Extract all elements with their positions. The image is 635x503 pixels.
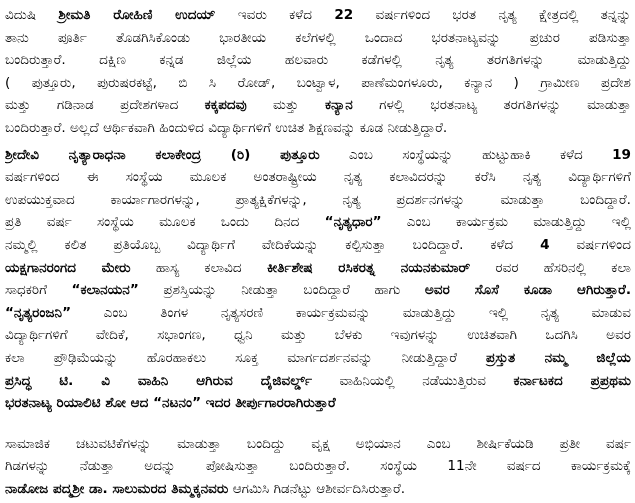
bold-text-segment: “ನೃತ್ಯರಂಜನಿ” [5, 304, 72, 321]
bold-text-segment: 22 [334, 7, 354, 23]
text-line [5, 4, 631, 27]
text-line [5, 370, 631, 393]
text-segment: ಗಳಲ್ಲಿ ಭರತನಾಟ್ಯ ತರಗತಿಗಳನ್ನು ಮಾಡುತ್ತಾ [352, 97, 631, 114]
text-line [5, 347, 631, 370]
text-segment: ವರ್ಷಗಳಿಂದ ಈ ಸಂಸ್ಥೆಯ ಮೂಲಕ ಅಂತರಾಷ್ಟ್ರೀಯ ನೃತ್ಯ ಕಲಾವಿದರನ್ನು ಕರೆಸಿ ನೃತ್ಯ ವಿದ್ಯಾರ್ಥಿಗಳಿಗೆ [5, 169, 631, 186]
text-line [5, 166, 631, 189]
text-line [5, 433, 631, 456]
paragraph-organization [5, 144, 631, 415]
text-line [5, 94, 631, 117]
text-line [5, 189, 631, 212]
bold-text-segment: ಕಕ್ಕಪದವು [204, 97, 247, 114]
text-line [5, 234, 631, 257]
text-segment: ಬಂದಿರುತ್ತಾರೆ. ದಕ್ಷಿಣ ಕನ್ನಡ ಜಿಲ್ಲೆಯ ಹಲವಾರು ಕಡೆಗಳಲ್ಲಿ ನೃತ್ಯ ತರಗತಿಗಳನ್ನು ಮಾಡುತ್ತಿದ್ದು [5, 52, 631, 69]
text-segment: ಸಾಮಾಜಿಕ ಚಟುವಟಿಕೆಗಳನ್ನು ಮಾಡುತ್ತಾ ಬಂದಿದ್ದು ವೃಕ್ಷ ಅಭಿಯಾನ ಎಂಬ ಶೀರ್ಷಿಕೆಯಡಿ ಪ್ರತೀ ವರ್ಷ [5, 435, 631, 452]
bold-text-segment: ಪ್ರಸಿದ್ಧ ಟಿ. ವಿ ವಾಹಿನಿ ಆಗಿರುವ ದೈಜಿವರ್ಲ್ಡ್ [5, 372, 312, 389]
text-line [5, 27, 631, 50]
bold-text-segment: ಕರ್ನಾಟಕದ ಪ್ರಪ್ರಥಮ [513, 372, 631, 389]
text-segment: ಎಂಬ ಕಾರ್ಯಕ್ರಮ ಮಾಡುತ್ತಿದ್ದು ಇಲ್ಲಿ [381, 214, 631, 231]
text-segment: ಉಪಯುಕ್ತವಾದ ಕಾರ್ಯಾಗಾರಗಳನ್ನು, ಪ್ರಾತ್ಯಕ್ಷಿಕೆಗಳನ್ನು, ನೃತ್ಯ ಪ್ರದರ್ಶನಗಳನ್ನು ಮಾಡುತ್ತಾ ಬಂದಿದ್ದಾರೆ. [5, 191, 631, 208]
text-segment: ಗಿಡಗಳನ್ನು ನೆಡುತ್ತಾ ಅದನ್ನು ಪೋಷಿಸುತ್ತಾ ಬಂದಿರುತ್ತಾರೆ. ಸಂಸ್ಥೆಯ 11ನೇ ವರ್ಷದ ಕಾರ್ಯಕ್ರಮಕ್ಕೆ [5, 458, 631, 475]
text-segment: ತಾನು ಪೂರ್ತಿ ತೊಡಗಿಸಿಕೊಂಡು ಭಾರತೀಯ ಕಲೆಗಳಲ್ಲಿ ಒಂದಾದ ಭರತನಾಟ್ಯವನ್ನು ಪ್ರಚುರ ಪಡಿಸುತ್ತಾ [5, 29, 631, 46]
bold-text-segment: ಶ್ರೀಮತಿ ರೋಹಿಣಿ ಉದಯ್ [58, 7, 216, 23]
text-line [5, 324, 631, 347]
text-line [5, 72, 631, 95]
text-segment: ಕಲಾ ಪ್ರೌಢಿಮೆಯನ್ನು ಹೊರಹಾಕಲು ಸೂಕ್ತ ಮಾರ್ಗದರ್ಶನವನ್ನು ನೀಡುತ್ತಿದ್ದಾರೆ [5, 349, 487, 366]
text-line [5, 279, 631, 302]
text-segment: ರವರ ಹೆಸರಿನಲ್ಲಿ ಕಲಾ [470, 259, 631, 276]
bold-text-segment: ಪ್ರಸ್ತುತ ನಮ್ಮ ಜಿಲ್ಲೆಯ [486, 349, 631, 366]
text-segment: ಇವರು ಕಳೆದ [215, 7, 335, 23]
text-line [5, 392, 631, 415]
bold-text-segment: “ಕಲಾನಯನ” [71, 282, 139, 299]
bold-text-segment: ಕೀರ್ತಿಶೇಷ ರಸಿಕರತ್ನ ನಯನಕುಮಾರ್ [266, 259, 471, 276]
text-segment: ವಾಹಿನಿಯಲ್ಲಿ ನಡೆಯುತ್ತಿರುವ [312, 372, 514, 389]
bold-text-segment: 19 [612, 146, 631, 163]
text-segment: ಸಾಧಕರಿಗೆ [5, 282, 72, 299]
bold-text-segment: 4 [540, 236, 550, 253]
text-line [5, 117, 631, 140]
text-segment: ಪ್ರಶಸ್ತಿಯನ್ನು ನೀಡುತ್ತಾ ಬಂದಿದ್ದಾರೆ ಹಾಗು [138, 282, 425, 299]
text-segment: ವರ್ಷಗಳಿಂದ [549, 236, 631, 253]
text-segment: ಆಗಮಿಸಿ ಗಿಡನೆಟ್ಟು ಆಶೀರ್ವದಿಸಿರುತ್ತಾರೆ. [228, 480, 406, 497]
text-segment: ಎಂಬ ತಿಂಗಳ ನೃತ್ಯಸರಣಿ ಕಾರ್ಯಕ್ರಮವನ್ನು ಮಾಡುತ್ತಿದ್ದು ಇಲ್ಲಿ ನೃತ್ಯ ಮಾಡುವ [71, 304, 631, 321]
text-segment: ಪ್ರತಿ ವರ್ಷ ಸಂಸ್ಥೆಯ ಮೂಲಕ ಒಂದು ದಿನದ [5, 214, 325, 231]
text-segment: ( ಪುತ್ತೂರು, ಪುರುಷರಕಟ್ಟೆ, ಬಿ ಸಿ ರೋಡ್, ಬಂಟ್ವಾಳ, ಪಾಣೆಮಂಗಳೂರು, ಕನ್ಯಾನ ) ಗ್ರಾಮೀಣ ಪ್ರದೇಶ [5, 74, 631, 91]
bold-text-segment: ಕನ್ಯಾನ [324, 97, 353, 114]
bold-text-segment: ಅವರ ಸೊಸೆ ಕೂಡಾ ಆಗಿರುತ್ತಾರೆ. [424, 282, 631, 299]
text-segment: ಹಾಸ್ಯ ಕಲಾವಿದ [130, 259, 267, 276]
text-segment: ಮತ್ತು ಗಡಿನಾಡ ಪ್ರದೇಶಗಳಾದ [5, 97, 205, 114]
bold-text-segment: ಭರತನಾಟ್ಯ ರಿಯಾಲಿಟಿ ಶೋ ಆದ “ನಟನಂ” ಇದರ ತೀರ್ಪುಗಾರರಾಗಿರುತ್ತಾರೆ [5, 395, 336, 412]
text-segment: ಬಂದಿರುತ್ತಾರೆ. ಅಲ್ಲದೆ ಆರ್ಥಿಕವಾಗಿ ಹಿಂದುಳಿದ ವಿದ್ಯಾರ್ಥಿಗಳಿಗೆ ಉಚಿತ ಶಿಕ್ಷಣವನ್ನು ಕೂಡ ನೀಡುತ್ತಿದ್ದಾರೆ. [5, 119, 448, 136]
paragraph-social-activities [5, 433, 631, 501]
text-line [5, 478, 631, 501]
bold-text-segment: ನಾಡೋಜ ಪದ್ಮಶ್ರೀ ಡಾ. ಸಾಲುಮರದ ತಿಮ್ಮಕ್ಕನವರು [5, 480, 229, 497]
text-line [5, 455, 631, 478]
text-line [5, 211, 631, 234]
bold-text-segment: “ನೃತ್ಯಧಾರ” [324, 214, 382, 231]
text-segment: ಮತ್ತು [246, 97, 325, 114]
text-segment: ನಮ್ಮಲ್ಲಿ ಕಲಿತ ಪ್ರತಿಯೊಬ್ಬ ವಿದ್ಯಾರ್ಥಿಗೆ ವೇದಿಕೆಯನ್ನು ಕಲ್ಪಿಸುತ್ತಾ ಬಂದಿದ್ದಾರೆ. ಕಳೆದ [5, 236, 541, 253]
text-line [5, 49, 631, 72]
text-segment: ವಿದುಷಿ [5, 7, 59, 23]
paragraph-spacer [5, 415, 631, 433]
text-segment: ವಿದ್ಯಾರ್ಥಿಗಳಿಗೆ ವೇದಿಕೆ, ಸಭಾಂಗಣ, ಧ್ವನಿ ಮತ್ತು ಬೆಳಕು ಇವುಗಳನ್ನು ಉಚಿತವಾಗಿ ಒದಗಿಸಿ ಅವರ [5, 327, 631, 344]
paragraph-intro [5, 4, 631, 140]
bold-text-segment: ಶ್ರೀದೇವಿ ನೃತ್ಯಾರಾಧನಾ ಕಲಾಕೇಂದ್ರ (ರಿ) ಪುತ್ತೂರು [5, 146, 320, 163]
text-line [5, 144, 631, 167]
bold-text-segment: ಯಕ್ಷಗಾನರಂಗದ ಮೇರು [5, 259, 131, 276]
text-line [5, 257, 631, 280]
text-line [5, 302, 631, 325]
text-segment: ವರ್ಷಗಳಿಂದ ಭರತ ನೃತ್ಯ ಕ್ಷೇತ್ರದಲ್ಲಿ ತನ್ನನ್ನು [353, 7, 631, 23]
text-segment: ಎಂಬ ಸಂಸ್ಥೆಯನ್ನು ಹುಟ್ಟುಹಾಕಿ ಕಳೆದ [319, 146, 613, 163]
